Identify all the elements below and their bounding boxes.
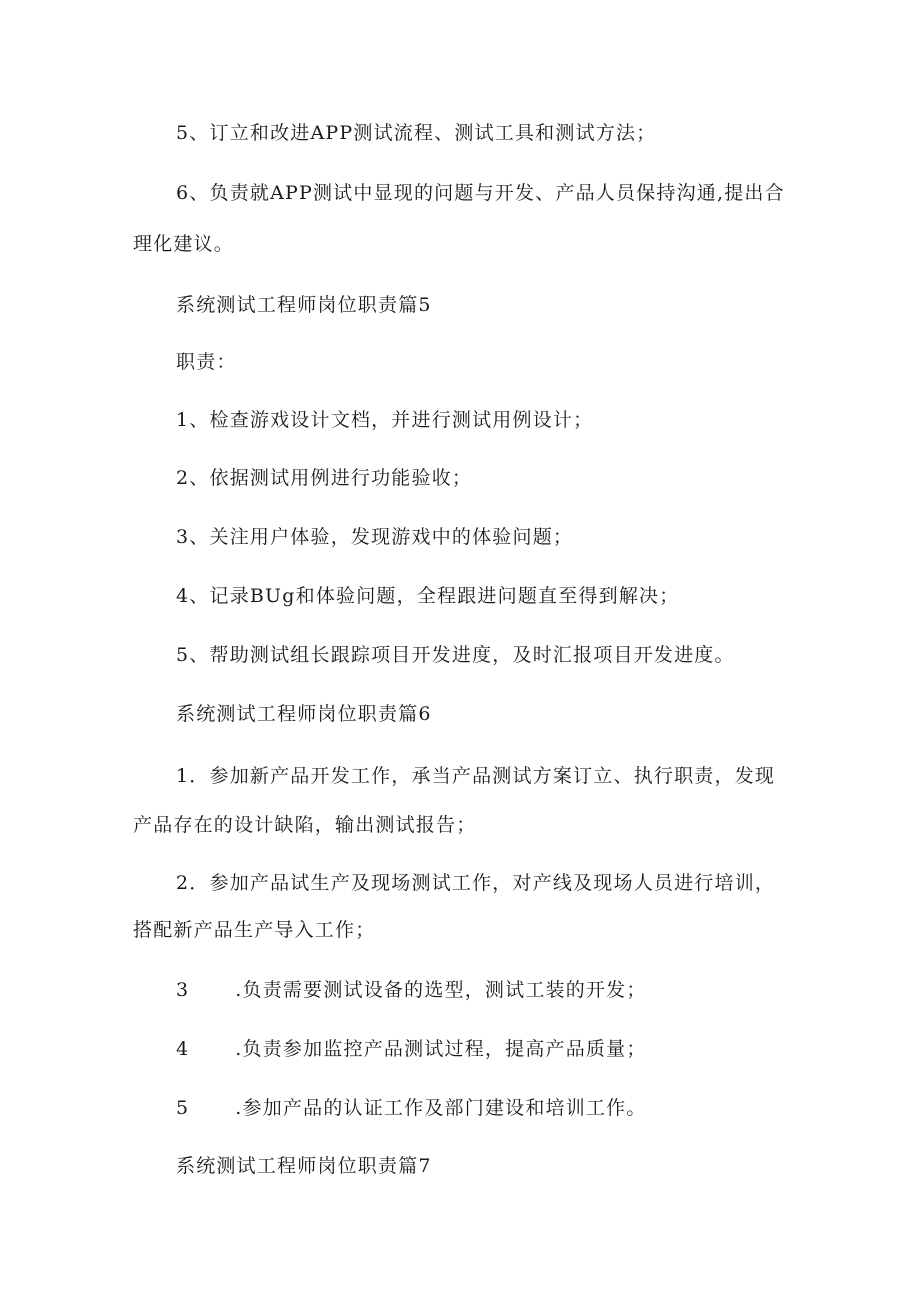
paragraph-line: 理化建议。 bbox=[133, 233, 235, 255]
section-heading: 系统测试工程师岗位职责篇6 bbox=[176, 703, 432, 725]
list-item bbox=[176, 1036, 647, 1062]
list-item: 1、检查游戏设计文档，并进行测试用例设计； bbox=[176, 409, 594, 431]
list-text: .参加产品的认证工作及部门建设和培训工作。 bbox=[235, 1097, 647, 1119]
list-item: 2．参加产品试生产及现场测试工作，对产线及现场人员进行培训， bbox=[176, 872, 776, 894]
section-heading: 系统测试工程师岗位职责篇7 bbox=[176, 1155, 432, 1177]
list-text: .负责参加监控产品测试过程，提高产品质量； bbox=[235, 1038, 647, 1060]
list-number: 3 bbox=[176, 979, 190, 1001]
list-item: 4、记录BUg和体验问题，全程跟进问题直至得到解决； bbox=[176, 585, 680, 607]
list-item: 2、依据测试用例进行功能验收； bbox=[176, 467, 473, 489]
list-item: 1．参加新产品开发工作，承当产品测试方案订立、执行职责，发现 bbox=[176, 765, 776, 787]
list-text: .负责需要测试设备的选型，测试工装的开发； bbox=[235, 979, 647, 1001]
list-item bbox=[176, 977, 647, 1003]
list-number: 5 bbox=[176, 1097, 190, 1119]
list-number: 4 bbox=[176, 1038, 190, 1060]
paragraph-line: 搭配新产品生产导入工作； bbox=[133, 919, 376, 941]
list-item bbox=[176, 1095, 647, 1121]
section-heading: 系统测试工程师岗位职责篇5 bbox=[176, 294, 432, 316]
paragraph-line: 产品存在的设计缺陷，输出测试报告； bbox=[133, 814, 477, 836]
list-item: 5、帮助测试组长跟踪项目开发进度，及时汇报项目开发进度。 bbox=[176, 644, 735, 666]
paragraph-line: 5、订立和改进APP测试流程、测试工具和测试方法； bbox=[176, 122, 657, 144]
list-item: 3、关注用户体验，发现游戏中的体验问题； bbox=[176, 526, 574, 548]
paragraph-line: 职责： bbox=[176, 351, 237, 373]
paragraph-line: 6、负责就APP测试中显现的问题与开发、产品人员保持沟通,提出合 bbox=[176, 182, 785, 204]
